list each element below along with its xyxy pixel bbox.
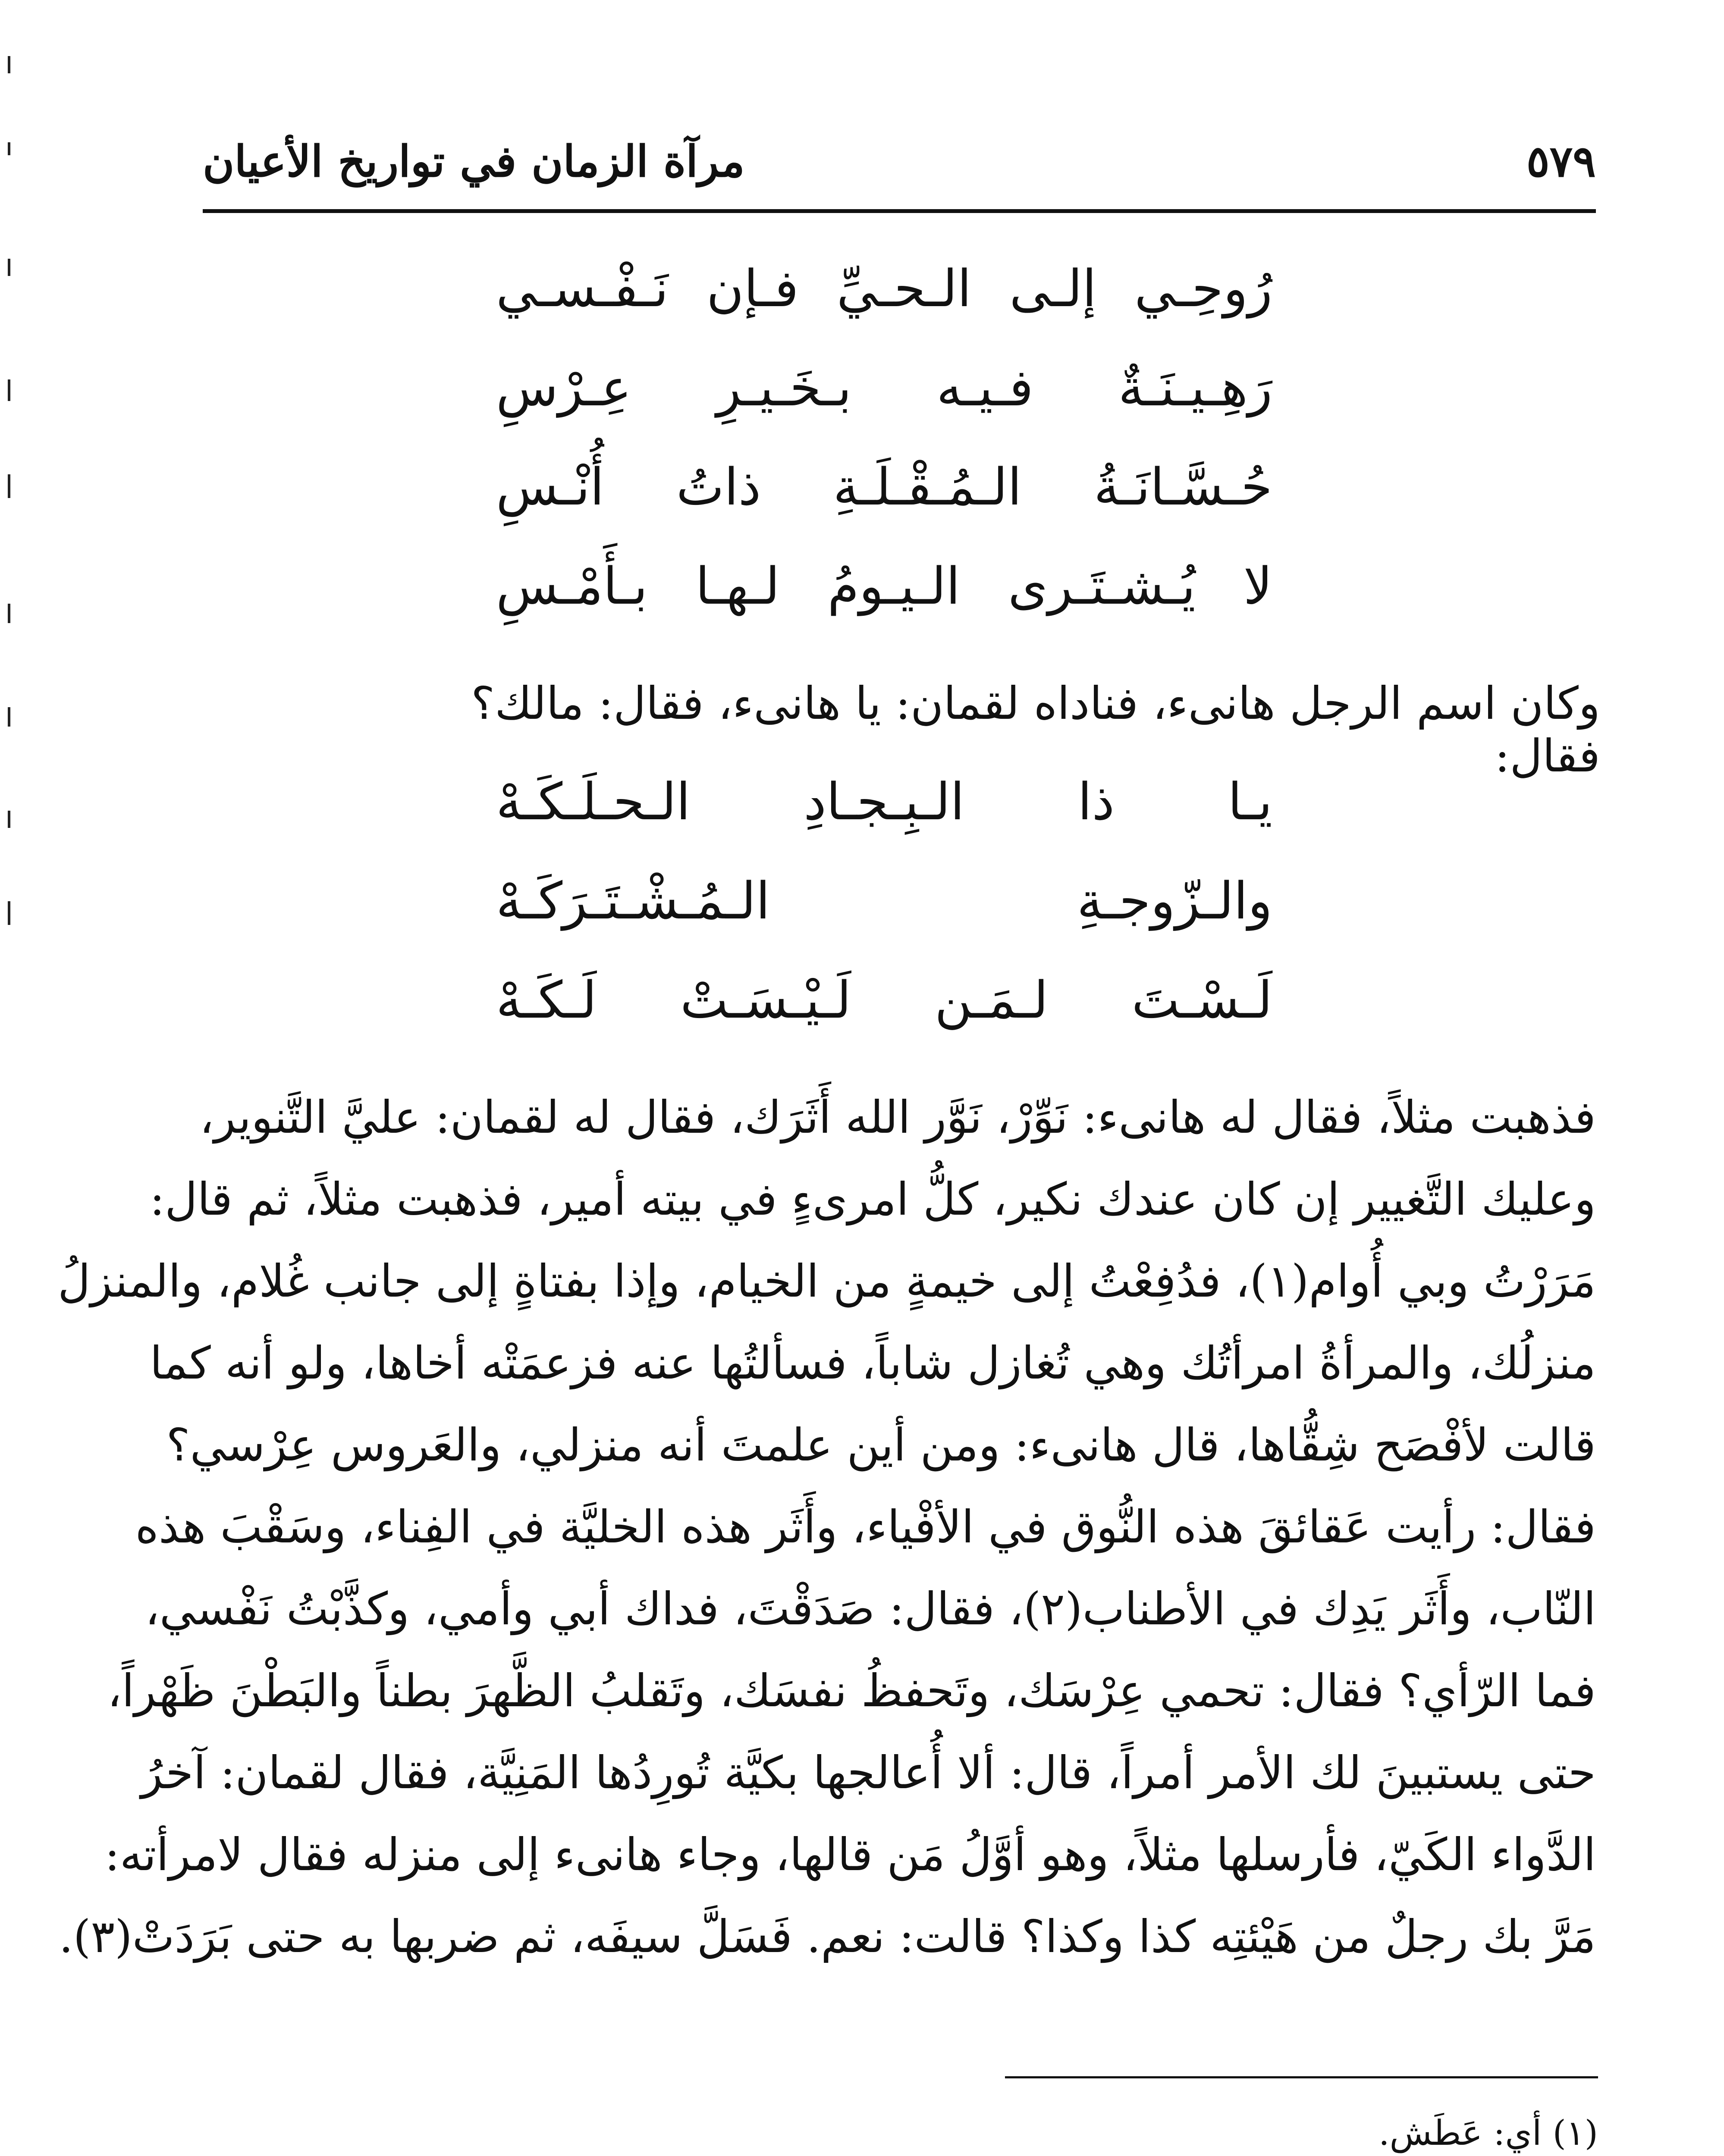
prose-line: فما الرّأي؟ فقال: تحمي عِرْسَك، وتَحفظُ نفسَك، وتَقلبُ الظَّهرَ بطناً والبَطْنَ ظَهْراً، — [107, 1664, 1596, 1717]
prose-line: الدَّواء الكَيّ، فأرسلها مثلاً، وهو أوَّلُ مَن قالها، وجاء هانىء إلى منزله فقال لامرأته: — [104, 1828, 1596, 1881]
page-number: ٥٧٩ — [1526, 136, 1596, 187]
verse-line: رُوحِـي إلـى الـحـيِّ فـإن نَـفْـسـي — [496, 259, 1272, 318]
verse-line: حُـسَّـانَـةُ الـمُـقْـلَـةِ ذاتُ أُنْـسِ — [496, 457, 1272, 517]
verse-line: لَـسْـتَ لـمَـن لَـيْـسَـتْ لَـكَـهْ — [496, 970, 1272, 1030]
verse-line: يـا ذا الـبِـجـادِ الـحـلَـكَـهْ — [496, 772, 1272, 831]
prose-line: قالت لأفْصَح شِقُّاها، قال هانىء: ومن أين علمتَ أنه منزلي، والعَروس عِرْسي؟ — [166, 1419, 1596, 1471]
prose-line: حتى يستبينَ لك الأمر أمراً، قال: ألا أُعالجها بكيَّة تُورِدُها المَنِيَّة، فقال لقمان: آخرُ — [141, 1746, 1596, 1799]
verse-line: رَهِـيـنَـةٌ فـيـه بـخَـيـرِ عِـرْسِ — [496, 358, 1272, 417]
prose-line: مَرَّ بك رجلٌ من هَيْئتِه كذا وكذا؟ قالت: نعم. فَسَلَّ سيفَه، ثم ضربها به حتى بَرَدَتْ(٣). — [59, 1910, 1596, 1963]
verse-line: لا يُـشـتَـرى الـيـومُ لـهـا بـأَمْـسِ — [496, 556, 1272, 616]
prose-line: فذهبت مثلاً، فقال له هانىء: نَوِّرْ، نَوَّر الله أَثَرَك، فقال له لقمان: عليَّ التَّنوير، — [199, 1091, 1596, 1144]
page-header — [203, 129, 1596, 194]
prose-line: النّاب، وأَثَر يَدِك في الأطناب(٢)، فقال: صَدَقْتَ، فداك أبي وأمي، وكذَّبْتُ نَفْسي، — [145, 1583, 1596, 1635]
running-title: مرآة الزمان في تواريخ الأعيان — [203, 136, 745, 187]
intro-line: وكان اسم الرجل هانىء، فناداه لقمان: يا هانىء، فقال: مالك؟ فقال: — [471, 677, 1600, 782]
prose-line: منزلُك، والمرأةُ امرأتُك وهي تُغازل شاباً، فسألتُها عنه فزعمَتْه أخاها، ولو أنه كما — [150, 1337, 1596, 1389]
footnote-rule — [1005, 2076, 1598, 2078]
verse-line: والـزّوجـةِ الـمُـشْـتَـرَكَـهْ — [496, 871, 1272, 931]
prose-line: وعليك التَّغيير إن كان عندك نكير، كلُّ امرىءٍ في بيته أمير، فذهبت مثلاً، ثم قال: — [149, 1173, 1596, 1225]
prose-line: فقال: رأيت عَقائقَ هذه النُّوق في الأفْياء، وأَثَر هذه الخليَّة في الفِناء، وسَقْبَ هذه — [135, 1501, 1596, 1553]
header-rule — [203, 209, 1596, 213]
footnote: (١) أي: عَطَش. — [1379, 2113, 1598, 2153]
prose-line: مَرَرْتُ وبي أُوام(١)، فدُفِعْتُ إلى خيمةٍ من الخيام، وإذا بفتاةٍ إلى جانب غُلام، والمنزلُ — [58, 1255, 1596, 1307]
